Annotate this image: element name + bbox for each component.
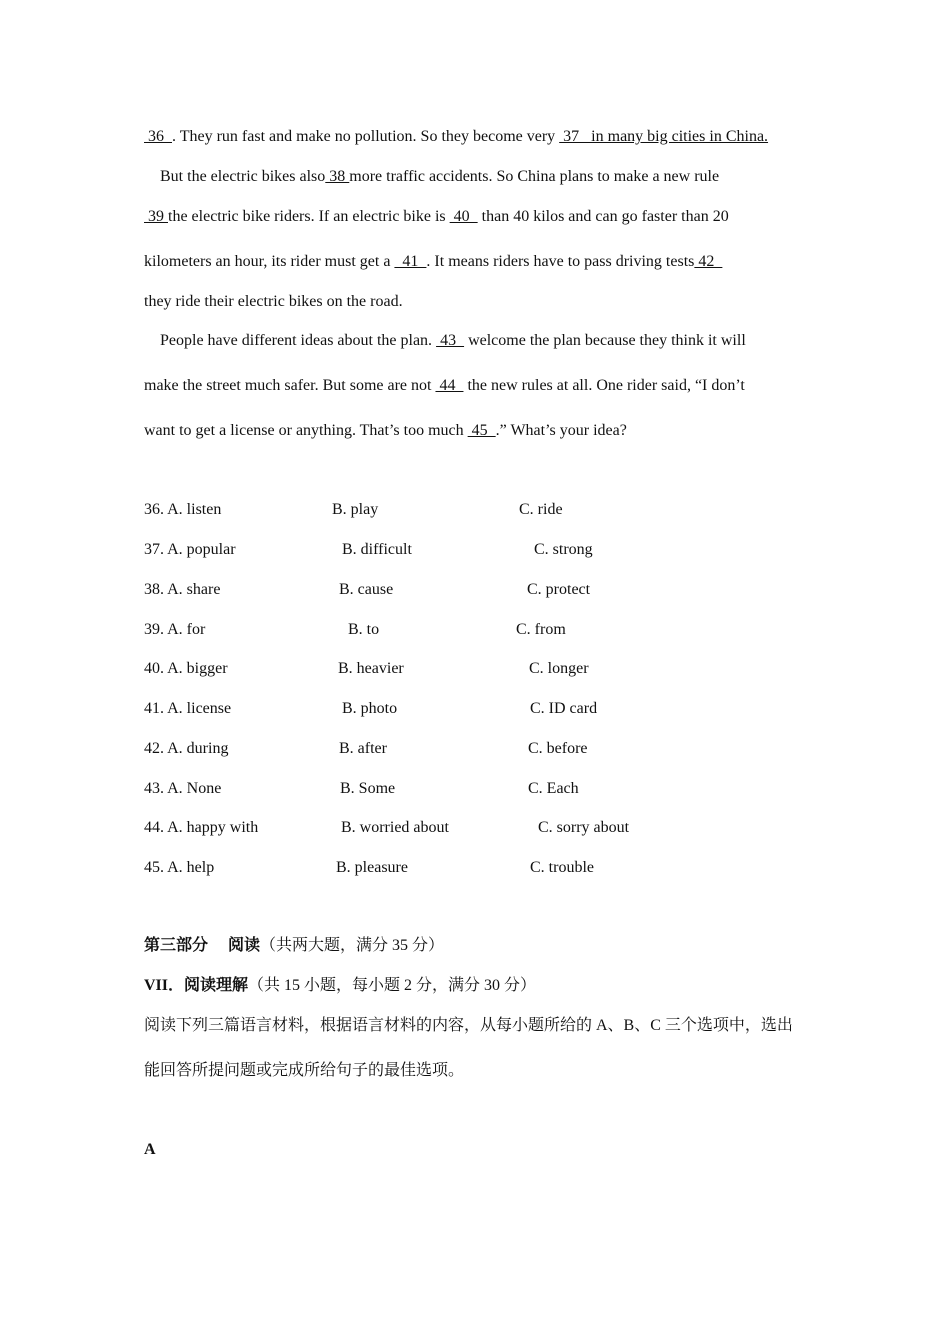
- section7-note: （共 15 小题，每小题 2 分，满分 30 分）: [248, 977, 537, 994]
- option-a: 41. A. license: [144, 700, 232, 717]
- option-b: B. worried about: [341, 819, 449, 836]
- option-b: B. cause: [339, 581, 394, 598]
- instruction-line-1: 阅读下列三篇语言材料，根据语言材料的内容，从每小题所给的 A、B、C 三个选项中，选出: [144, 1017, 793, 1034]
- blank-37: 37 in many big cities in China.: [559, 128, 769, 145]
- passage-text: than 40 kilos and can go faster than 20: [477, 208, 729, 225]
- option-b: B. after: [339, 740, 387, 757]
- option-b: B. difficult: [342, 541, 412, 558]
- passage-text: But the electric bikes also: [160, 168, 326, 185]
- passage-text: . They run fast and make no pollution. So they become very: [172, 128, 560, 145]
- passage-text: . It means riders have to pass driving tests: [426, 253, 695, 270]
- option-a: 42. A. during: [144, 740, 229, 757]
- blank-44: 44: [435, 377, 464, 394]
- passage-text: make the street much safer. But some are not: [144, 377, 436, 394]
- blank-36: 36: [144, 128, 172, 145]
- section7-title: VII．阅读理解: [144, 977, 249, 994]
- option-c: C. strong: [534, 541, 593, 558]
- option-b: B. Some: [340, 780, 396, 797]
- blank-43: 43: [436, 332, 465, 349]
- option-a: 36. A. listen: [144, 501, 222, 518]
- passage-text: .” What’s your idea?: [495, 422, 627, 439]
- part3-note: （共两大题，满分 35 分）: [260, 937, 445, 954]
- option-a: 37. A. popular: [144, 541, 236, 558]
- option-b: B. play: [332, 501, 379, 518]
- passage-text: kilometers an hour, its rider must get a: [144, 253, 395, 270]
- passage-line-3: [144, 207, 729, 227]
- option-a: 39. A. for: [144, 621, 206, 638]
- option-c: C. ID card: [530, 700, 598, 717]
- option-c: C. before: [528, 740, 588, 757]
- option-b: B. heavier: [338, 660, 404, 677]
- option-c: C. trouble: [530, 859, 594, 876]
- passage-text: more traffic accidents. So China plans to make a new rule: [349, 168, 720, 185]
- passage-line-6: [160, 331, 746, 351]
- option-a: 38. A. share: [144, 581, 221, 598]
- blank-42: 42: [694, 253, 723, 270]
- option-c: C. Each: [528, 780, 579, 797]
- option-b: B. photo: [342, 700, 398, 717]
- blank-39: 39: [144, 208, 168, 225]
- passage-line-1: [144, 127, 768, 147]
- option-a: 43. A. None: [144, 780, 222, 797]
- option-a: 40. A. bigger: [144, 660, 228, 677]
- option-c: C. ride: [519, 501, 563, 518]
- option-c: C. protect: [527, 581, 591, 598]
- passage-line-8: [144, 421, 627, 441]
- blank-41: 41: [394, 253, 427, 270]
- option-a: 44. A. happy with: [144, 819, 259, 836]
- passage-text: the new rules at all. One rider said, “I don’t: [463, 377, 745, 394]
- option-c: C. from: [516, 621, 566, 638]
- blank-45: 45: [467, 422, 496, 439]
- passage-line-2: [160, 167, 719, 187]
- option-c: C. sorry about: [538, 819, 630, 836]
- part3-subtitle: 阅读: [228, 937, 261, 954]
- passage-a-label: A: [144, 1141, 156, 1158]
- blank-38: 38: [325, 168, 350, 185]
- part3-heading: [144, 936, 444, 956]
- passage-text: welcome the plan because they think it will: [464, 332, 746, 349]
- instruction-line-2: 能回答所提问题或完成所给句子的最佳选项。: [144, 1062, 465, 1079]
- passage-text: the electric bike riders. If an electric bike is: [168, 208, 450, 225]
- passage-text: People have different ideas about the plan.: [160, 332, 437, 349]
- passage-line-7: [144, 376, 745, 396]
- passage-text: want to get a license or anything. That’s too much: [144, 422, 468, 439]
- option-c: C. longer: [529, 660, 589, 677]
- passage-line-5: [144, 292, 403, 312]
- passage-line-4: [144, 252, 722, 272]
- section7-heading: [144, 976, 536, 996]
- blank-40: 40: [449, 208, 478, 225]
- part3-title: 第三部分: [144, 937, 209, 954]
- option-a: 45. A. help: [144, 859, 215, 876]
- option-b: B. to: [348, 621, 380, 638]
- option-b: B. pleasure: [336, 859, 408, 876]
- passage-text: they ride their electric bikes on the road.: [144, 293, 403, 310]
